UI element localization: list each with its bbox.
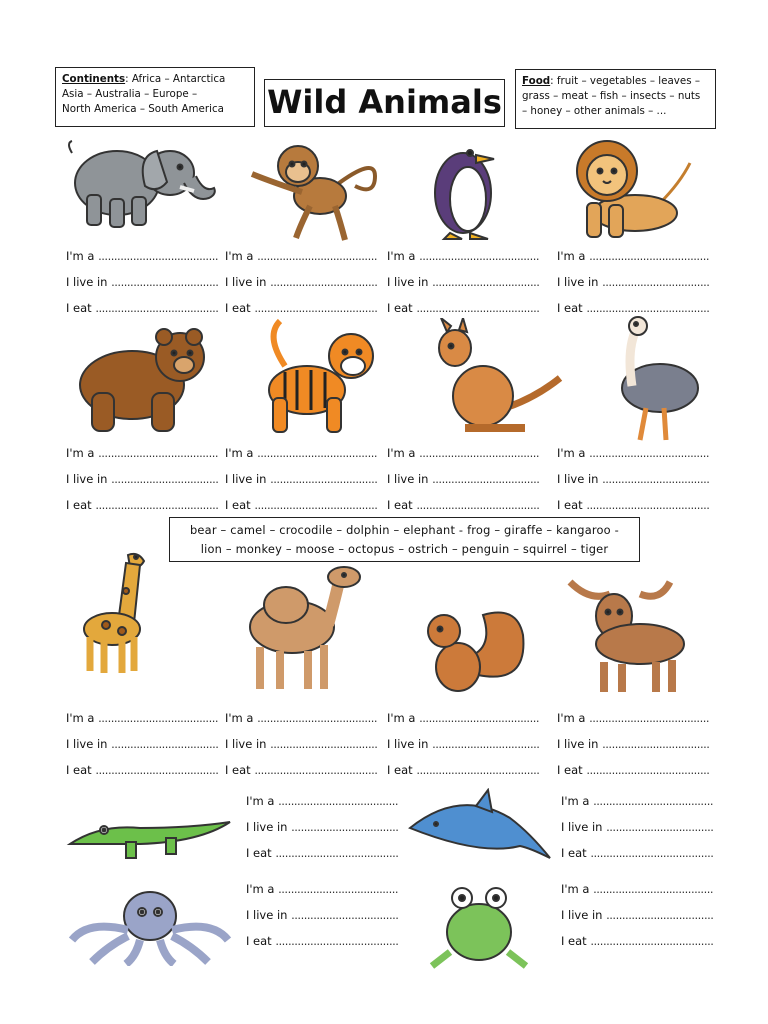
prompt-label: I eat <box>66 301 96 315</box>
answer-blank[interactable]: ...................................... <box>589 446 710 460</box>
answer-blank[interactable]: ....................................... <box>95 301 219 315</box>
answer-blank[interactable]: .................................. <box>270 737 378 751</box>
food-line-2: grass – meat – fish – insects – nuts <box>522 90 701 102</box>
prompt-label: I live in <box>387 472 433 486</box>
answer-blank[interactable]: ....................................... <box>586 763 710 777</box>
prompt-label: I'm a <box>225 249 258 263</box>
answer-blank[interactable]: ....................................... <box>590 846 714 860</box>
word-bank-line-1: bear – camel – crocodile – dolphin – elephant - frog – giraffe – kangaroo - <box>190 523 619 537</box>
prompt-label: I eat <box>561 934 591 948</box>
prompt-label: I'm a <box>387 446 420 460</box>
tiger-prompt-live <box>225 472 377 486</box>
camel-prompt-name <box>225 711 377 725</box>
answer-blank[interactable]: ....................................... <box>590 934 714 948</box>
tiger-illustration <box>255 316 380 438</box>
elephant-prompt-eat <box>66 301 218 315</box>
prompt-label: I'm a <box>387 249 420 263</box>
continents-box <box>55 67 255 127</box>
kangaroo-illustration <box>425 318 565 438</box>
elephant-prompt-name <box>66 249 218 263</box>
dolphin-prompt-live <box>561 820 713 834</box>
bear-prompt-eat <box>66 498 218 512</box>
prompt-label: I live in <box>66 472 112 486</box>
answer-blank[interactable]: .................................. <box>602 472 710 486</box>
frog-illustration <box>428 882 530 970</box>
answer-blank[interactable]: ....................................... <box>586 301 710 315</box>
moose-illustration <box>560 572 695 696</box>
prompt-label: I'm a <box>561 794 594 808</box>
prompt-label: I live in <box>225 737 271 751</box>
monkey-prompt-live <box>225 275 377 289</box>
prompt-label: I'm a <box>66 446 99 460</box>
tiger-prompt-eat <box>225 498 377 512</box>
ostrich-prompt-name <box>557 446 709 460</box>
lion-prompt-eat <box>557 301 709 315</box>
prompt-label: I'm a <box>246 882 279 896</box>
octopus-prompt-name <box>246 882 398 896</box>
answer-blank[interactable]: ....................................... <box>254 498 378 512</box>
answer-blank[interactable]: ...................................... <box>593 882 714 896</box>
answer-blank[interactable]: ...................................... <box>257 249 378 263</box>
bear-illustration <box>72 327 212 439</box>
crocodile-prompt-live <box>246 820 398 834</box>
prompt-label: I'm a <box>557 249 590 263</box>
prompt-label: I'm a <box>66 249 99 263</box>
octopus-illustration <box>68 886 233 966</box>
answer-blank[interactable]: .................................. <box>111 737 219 751</box>
answer-blank[interactable]: ....................................... <box>416 763 540 777</box>
food-line-3: – honey – other animals – ... <box>522 105 667 117</box>
answer-blank[interactable]: .................................. <box>270 472 378 486</box>
continents-label: Continents <box>62 73 126 85</box>
answer-blank[interactable]: .................................. <box>606 820 714 834</box>
prompt-label: I eat <box>387 763 417 777</box>
monkey-illustration <box>240 136 390 246</box>
ostrich-prompt-live <box>557 472 709 486</box>
continents-line-1: : Africa – Antarctica <box>125 73 226 85</box>
prompt-label: I live in <box>66 275 112 289</box>
prompt-label: I eat <box>557 301 587 315</box>
answer-blank[interactable]: .................................. <box>432 275 540 289</box>
answer-blank[interactable]: .................................. <box>432 472 540 486</box>
prompt-label: I eat <box>225 498 255 512</box>
prompt-label: I eat <box>557 763 587 777</box>
crocodile-prompt-name <box>246 794 398 808</box>
bear-prompt-live <box>66 472 218 486</box>
answer-blank[interactable]: ...................................... <box>278 882 399 896</box>
penguin-illustration <box>428 133 508 241</box>
answer-blank[interactable]: ...................................... <box>278 794 399 808</box>
prompt-label: I'm a <box>561 882 594 896</box>
answer-blank[interactable]: .................................. <box>111 275 219 289</box>
lion-prompt-live <box>557 275 709 289</box>
squirrel-prompt-live <box>387 737 539 751</box>
prompt-label: I eat <box>246 934 276 948</box>
prompt-label: I live in <box>561 820 607 834</box>
answer-blank[interactable]: ....................................... <box>95 498 219 512</box>
answer-blank[interactable]: ...................................... <box>98 711 219 725</box>
bear-prompt-name <box>66 446 218 460</box>
squirrel-illustration <box>418 605 528 697</box>
elephant-illustration <box>62 133 222 233</box>
answer-blank[interactable]: ....................................... <box>416 301 540 315</box>
camel-prompt-eat <box>225 763 377 777</box>
word-bank-box <box>169 517 640 562</box>
giraffe-prompt-live <box>66 737 218 751</box>
answer-blank[interactable]: ...................................... <box>257 446 378 460</box>
prompt-label: I'm a <box>557 446 590 460</box>
answer-blank[interactable]: ...................................... <box>419 711 540 725</box>
giraffe-illustration <box>76 545 156 675</box>
prompt-label: I eat <box>561 846 591 860</box>
lion-illustration <box>565 133 700 243</box>
octopus-prompt-eat <box>246 934 398 948</box>
answer-blank[interactable]: ....................................... <box>275 846 399 860</box>
kangaroo-prompt-name <box>387 446 539 460</box>
prompt-label: I eat <box>66 763 96 777</box>
prompt-label: I live in <box>557 472 603 486</box>
answer-blank[interactable]: .................................. <box>606 908 714 922</box>
octopus-prompt-live <box>246 908 398 922</box>
squirrel-prompt-eat <box>387 763 539 777</box>
answer-blank[interactable]: ....................................... <box>275 934 399 948</box>
prompt-label: I eat <box>387 498 417 512</box>
crocodile-illustration <box>66 808 234 863</box>
answer-blank[interactable]: ....................................... <box>254 301 378 315</box>
continents-line-2: Asia – Australia – Europe – <box>62 88 198 100</box>
answer-blank[interactable]: .................................. <box>291 908 399 922</box>
camel-illustration <box>240 565 365 695</box>
penguin-prompt-name <box>387 249 539 263</box>
camel-prompt-live <box>225 737 377 751</box>
elephant-prompt-live <box>66 275 218 289</box>
dolphin-prompt-eat <box>561 846 713 860</box>
answer-blank[interactable]: ...................................... <box>419 249 540 263</box>
moose-prompt-live <box>557 737 709 751</box>
page-title-box <box>264 79 505 127</box>
answer-blank[interactable]: ...................................... <box>257 711 378 725</box>
squirrel-prompt-name <box>387 711 539 725</box>
prompt-label: I eat <box>557 498 587 512</box>
ostrich-prompt-eat <box>557 498 709 512</box>
answer-blank[interactable]: ...................................... <box>98 446 219 460</box>
answer-blank[interactable]: .................................. <box>111 472 219 486</box>
prompt-label: I eat <box>387 301 417 315</box>
prompt-label: I live in <box>387 737 433 751</box>
lion-prompt-name <box>557 249 709 263</box>
answer-blank[interactable]: ....................................... <box>586 498 710 512</box>
answer-blank[interactable]: ...................................... <box>589 249 710 263</box>
answer-blank[interactable]: ...................................... <box>419 446 540 460</box>
prompt-label: I eat <box>246 846 276 860</box>
answer-blank[interactable]: ....................................... <box>254 763 378 777</box>
kangaroo-prompt-live <box>387 472 539 486</box>
frog-prompt-eat <box>561 934 713 948</box>
prompt-label: I live in <box>225 472 271 486</box>
prompt-label: I live in <box>387 275 433 289</box>
tiger-prompt-name <box>225 446 377 460</box>
answer-blank[interactable]: ...................................... <box>98 249 219 263</box>
prompt-label: I eat <box>225 301 255 315</box>
moose-prompt-eat <box>557 763 709 777</box>
page-title: Wild Animals <box>267 83 502 121</box>
prompt-label: I'm a <box>246 794 279 808</box>
prompt-label: I live in <box>561 908 607 922</box>
answer-blank[interactable]: .................................. <box>602 275 710 289</box>
giraffe-prompt-name <box>66 711 218 725</box>
dolphin-prompt-name <box>561 794 713 808</box>
prompt-label: I'm a <box>225 711 258 725</box>
prompt-label: I'm a <box>387 711 420 725</box>
frog-prompt-name <box>561 882 713 896</box>
prompt-label: I'm a <box>225 446 258 460</box>
giraffe-prompt-eat <box>66 763 218 777</box>
answer-blank[interactable]: .................................. <box>270 275 378 289</box>
prompt-label: I live in <box>557 737 603 751</box>
kangaroo-prompt-eat <box>387 498 539 512</box>
food-label: Food <box>522 75 551 87</box>
answer-blank[interactable]: ...................................... <box>593 794 714 808</box>
continents-line-3: North America – South America <box>62 103 224 115</box>
crocodile-prompt-eat <box>246 846 398 860</box>
prompt-label: I'm a <box>557 711 590 725</box>
prompt-label: I eat <box>225 763 255 777</box>
frog-prompt-live <box>561 908 713 922</box>
dolphin-illustration <box>406 788 556 863</box>
word-bank-line-2: lion – monkey – moose – octopus – ostrich – penguin – squirrel – tiger <box>200 542 609 556</box>
monkey-prompt-name <box>225 249 377 263</box>
prompt-label: I eat <box>66 498 96 512</box>
penguin-prompt-live <box>387 275 539 289</box>
moose-prompt-name <box>557 711 709 725</box>
prompt-label: I live in <box>66 737 112 751</box>
prompt-label: I live in <box>246 820 292 834</box>
food-line-1: : fruit – vegetables – leaves – <box>550 75 701 87</box>
prompt-label: I'm a <box>66 711 99 725</box>
monkey-prompt-eat <box>225 301 377 315</box>
ostrich-illustration <box>610 314 705 446</box>
answer-blank[interactable]: ...................................... <box>589 711 710 725</box>
answer-blank[interactable]: ....................................... <box>416 498 540 512</box>
answer-blank[interactable]: .................................. <box>432 737 540 751</box>
prompt-label: I live in <box>225 275 271 289</box>
penguin-prompt-eat <box>387 301 539 315</box>
answer-blank[interactable]: ....................................... <box>95 763 219 777</box>
prompt-label: I live in <box>246 908 292 922</box>
food-box <box>515 69 716 129</box>
prompt-label: I live in <box>557 275 603 289</box>
answer-blank[interactable]: .................................. <box>291 820 399 834</box>
answer-blank[interactable]: .................................. <box>602 737 710 751</box>
